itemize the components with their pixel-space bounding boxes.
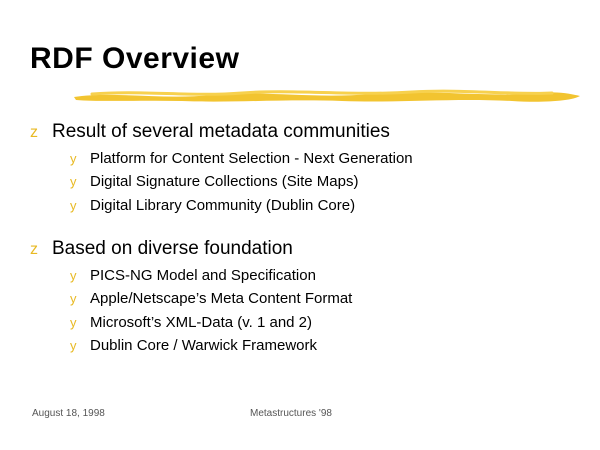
sub-bullet-marker-icon: y — [70, 150, 77, 166]
bullet-level2 — [30, 195, 575, 218]
bullet-level2-label: Digital Signature Collections (Site Maps) — [90, 173, 359, 191]
slide-footer — [0, 408, 600, 422]
bullet-level1-label: Result of several metadata communities — [52, 121, 390, 142]
bullet-level2 — [30, 335, 575, 358]
sub-bullet-marker-icon: y — [70, 197, 77, 213]
bullet-level2 — [30, 312, 575, 335]
sub-bullet-marker-icon: y — [70, 314, 77, 330]
bullet-level2 — [30, 171, 575, 194]
bullet-level1 — [30, 235, 575, 263]
bullet-marker-icon: z — [30, 241, 38, 259]
bullet-level2-label: Digital Library Community (Dublin Core) — [90, 196, 356, 214]
bullet-level2 — [30, 265, 575, 288]
bullet-marker-icon: z — [30, 124, 38, 141]
footer-event-name: Metastructures '98 — [250, 408, 332, 419]
sub-bullet-marker-icon: y — [70, 174, 77, 190]
bullet-level2-label: PICS-NG Model and Specification — [90, 266, 316, 284]
slide-content — [30, 118, 575, 364]
sub-bullet-marker-icon: y — [70, 291, 77, 307]
brush-underline-decoration — [72, 88, 582, 104]
sub-list — [30, 265, 575, 358]
bullet-level2-label: Dublin Core / Warwick Framework — [90, 337, 317, 355]
bullet-level2 — [30, 148, 575, 171]
bullet-level1 — [30, 118, 575, 146]
footer-date: August 18, 1998 — [32, 408, 105, 419]
bullet-level2-label: Microsoft’s XML-Data (v. 1 and 2) — [90, 313, 313, 331]
sub-list — [30, 148, 575, 218]
bullet-level2-label: Apple/Netscape’s Meta Content Format — [90, 290, 353, 308]
sub-bullet-marker-icon: y — [70, 267, 77, 283]
bullet-level2-label: Platform for Content Selection - Next Generation — [90, 149, 413, 167]
bullet-level1-label: Based on diverse foundation — [52, 238, 293, 260]
page-title: RDF Overview — [30, 42, 240, 75]
bullet-level2 — [30, 288, 575, 311]
group-spacer — [30, 223, 575, 235]
sub-bullet-marker-icon: y — [70, 338, 77, 354]
